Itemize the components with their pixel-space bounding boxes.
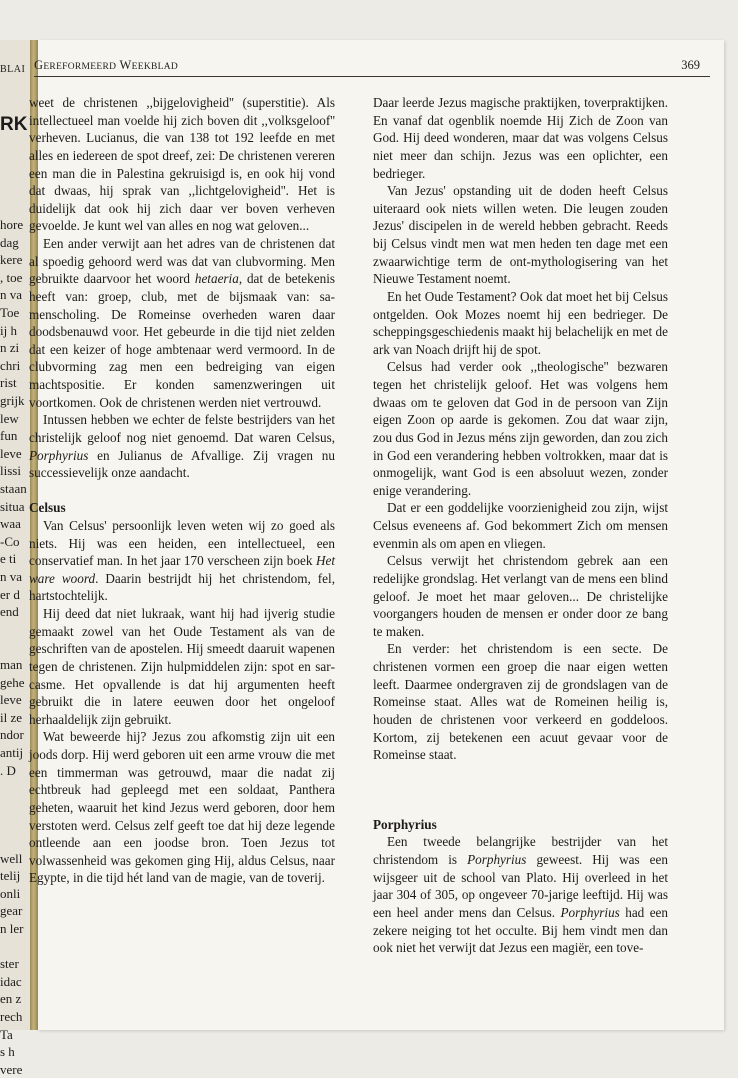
adjacent-page-box-label: RK [0,114,28,135]
adjacent-page-fragment: rist [0,375,17,391]
section-heading: Porphyrius [373,816,437,832]
paragraph: Een ander verwijt aan het adres van de christenen dat al spoedig gehoord werd was dat van clubvorming. Men gebruikte daarvoor het woord hetaeria, dat de betekenis heeft van: groep, club, met de bijsmaak van: samenscholing. De Romeinse overheden waren daar doodsbenauwd voor. Het gebeurde in die tijd niet zelden dat een keizer of hoge ambtenaar werd vermoord. In de clubvorming zag men een bedreiging van eigen machtspositie. Er konden samenzweringen uit voortkomen. Ook de christenen werden niet vertrouwd. [29,236,335,410]
adjacent-page-fragment: n zi [0,340,20,356]
adjacent-page-fragment: il ze [0,709,23,725]
adjacent-page-fragment: ster [0,956,19,972]
adjacent-page-fragment: leve [0,445,22,461]
adjacent-page-fragment: chri [0,357,21,373]
adjacent-page-fragment: vere [0,1061,23,1077]
paragraph: Daar leerde Jezus magische praktijken, toverpraktijken. En vanaf dat ogenblik noemde Hij Zich de Zoon van God. Hij deed wonderen, maar dat was volgens Celsus niet meer dan schijn. Jezus was een oplichter, een bedrieger. [373,95,668,181]
adjacent-page-fragment: , toe [0,269,23,285]
running-header [34,58,710,77]
adjacent-page-fragment: . D [0,762,16,778]
right-column [373,94,668,957]
section-heading: Celsus [29,500,66,516]
adjacent-page-fragment: Toe [0,305,20,320]
paragraph: Wat beweerde hij? Jezus zou afkomstig zijn uit een joods dorp. Hij werd geboren uit een arme vrouw die met een timmerman was getrouwd, maar die nadat zij echtbreuk had gepleegd met een soldaat, Panthera geheten, waaruit het kind Jezus werd geboren, door hem verstoten werd. Celsus zelf geeft toe dat hij deze legende ontleende aan een joodse bron. Toen Jezus tot volwassenheid was gekomen ging Hij, aldus Celsus, naar Egypte, in die tijd hét land van de magie, van de toverij. [29,729,335,886]
adjacent-page-fragment: leve [0,692,22,708]
adjacent-page-fragment: lew [0,410,19,426]
paragraph: En het Oude Testament? Ook dat moet het bij Celsus ontgelden. Ook Mozes noemt hij een bedrieger. De scheppingsgeschiedenis maakt hij belachelijk en met de ark van Noach drijft hij de spot. [373,288,668,357]
page [29,40,724,1030]
paragraph: Dat er een goddelijke voorzienigheid zou zijn, wijst Celsus eveneens af. God bekommert Zich om mensen evenmin als om apen en vliegen. [373,500,668,551]
adjacent-page-fragment: idac [0,973,22,989]
adjacent-page-fragment: n ler [0,921,24,936]
paragraph: Van Jezus' opstanding uit de doden heeft Celsus uiteraard ook niets willen weten. Die leugen zouden Jezus' discipelen in de wereld hebben gebracht. Reeds bij Celsus vindt men wat men heden ten dage met een zwaarwichtige term de ont-mythologisering van het Nieuwe Testament noemt. [373,183,668,287]
paragraph: Hij deed dat niet lukraak, want hij had ijverig studie gemaakt zowel van het Oude Testament als van de geschriften van de apostelen. Hij smeedt daaruit wapenen tegen de christenen. Zijn hulpmiddelen zijn: spot en sarcasme. Het opvallende is dat hij argumenten heeft gebruikt die in latere eeuwen door het ongeloof herhaaldelijk zijn gebruikt. [29,606,335,727]
adjacent-page-fragment: en z [0,991,22,1007]
spacer [29,482,335,500]
left-column [29,94,335,887]
adjacent-page-fragment: lissi [0,463,21,479]
adjacent-page-fragment: er d [0,586,20,602]
adjacent-page-fragment: dag [0,234,19,250]
spacer [373,764,668,816]
adjacent-page-fragment: grijk [0,393,25,408]
paragraph: Intussen hebben we echter de felste bestrijders van het christelijk geloof nog niet genoemd. Dat waren Celsus, Porphyrius en Julianus de Afvallige. Zij vragen nu successievelijk onze aandacht. [29,412,335,481]
magazine-title: GEREFORMEERD WEEKBLAD [34,58,179,72]
page-number: 369 [681,58,700,72]
adjacent-page-fragment: fun [0,428,18,444]
paragraph: Celsus verwijt het christendom gebrek aan een redelijke grondslag. Het verlangt van de mens een blind geloof. Je moet het maar geloven... De christelijke voorgangers houden de mensen er onder door ze bang te maken. [373,553,668,639]
adjacent-page-fragment: kere [0,252,23,268]
adjacent-page-fragment: n va [0,287,23,303]
paragraph: Een tweede belangrijke bestrijder van het christendom is Porphyrius geweest. Hij was een wijsgeer uit de school van Plato. Hij overleed in het jaar 304 of 305, op ongeveer 70-jarige leeftijd. Hij was een heel ander mens dan Celsus. Porphyrius had een zekere neiging tot het occulte. Bij hem vindt men dan ook niet het verwijt dat Jezus een magiër, een tove- [373,834,668,956]
adjacent-page-fragment: gear [0,903,23,919]
adjacent-page-fragment: man [0,657,23,672]
paragraph: En verder: het christendom is een secte. De christenen vormen een groep die naar eigen wetten leeft. Daarmee ondergraven zij de grondslagen van de Romeinse staat. Alles wat de Romeinen heilig is, houden de christenen voor verkeerd en goddeloos. Kortom, zij betekenen een acuut gevaar voor de Romeinse staat. [373,641,668,763]
paragraph: Van Celsus' persoonlijk leven weten wij zo goed als niets. Hij was een heiden, een intellectueel, een conservatief man. In het jaar 170 verscheen zijn boek Het ware woord. Daarin bestrijdt hij het christendom, fel, hartstochtelijk. [29,517,335,604]
adjacent-page-fragment: s h [0,1044,15,1060]
adjacent-page-fragment: staan [0,481,27,496]
adjacent-page-fragment: onli [0,885,21,901]
adjacent-page-fragment: -Co [0,533,20,549]
adjacent-page-fragment: end [0,604,19,620]
adjacent-page-fragment: waa [0,516,21,532]
adjacent-page-fragment: ndor [0,727,24,743]
adjacent-page-fragment: n va [0,569,23,584]
paragraph: Celsus had verder ook ,,theologische'' bezwaren tegen het christelijk geloof. Het was volgens hem dwaas om te geloven dat God in de persoon van Zijn eigen Zoon op aarde is gekomen. Zou dat waar zijn, zou dus God in Jezus méns zijn geworden, dan zou zich in God een verandering hebben voltrokken, maar dat is onmogelijk, want God is een absoluut wezen, zonder enige verandering. [373,359,668,498]
adjacent-page-fragment: situa [0,498,25,514]
adjacent-page-fragment: antij [0,745,24,760]
adjacent-page-fragment: gehe [0,674,25,690]
paragraph: weet de christenen ,,bijgelovigheid'' (superstitie). Als intellectueel man voelde hij zich boven dit ,,volksgeloof'' verheven. Lucianus, die van 138 tot 192 leefde en met alles en iedereen de spot dreef, zei: De christenen vereren een man die in Palestina gekruisigd is, en ook hij vond dat dwaas, hij sprak van ,,lichtgelovigheid''. Het is duidelijk dat ook hij zich daar ver boven verheven gevoelde. Je kunt wel van alles en nog wat geloven... [29,95,335,234]
adjacent-page-header: BLAI [0,64,26,75]
adjacent-page-fragment: rech [0,1009,23,1024]
adjacent-page-fragment: ij h [0,322,17,338]
adjacent-page-fragment: e ti [0,551,17,567]
adjacent-page-fragment: telij [0,868,21,884]
adjacent-page-edge [0,40,32,1077]
adjacent-page-fragment: Ta [0,1026,13,1042]
adjacent-page-fragment: hore [0,217,24,232]
adjacent-page-fragment: well [0,850,23,866]
